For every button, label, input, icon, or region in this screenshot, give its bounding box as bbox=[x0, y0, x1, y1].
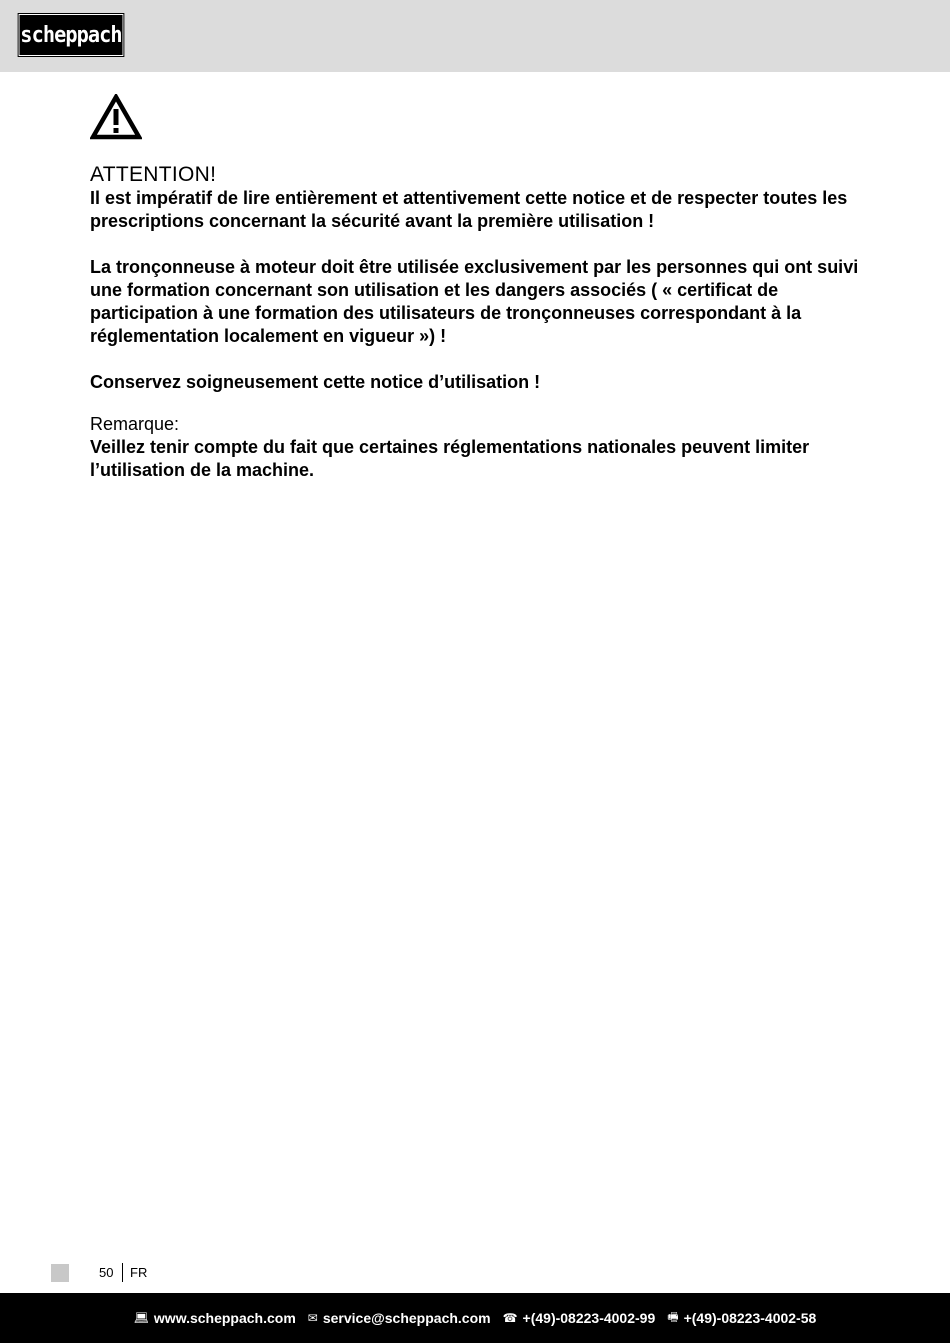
phone-icon: ☎︎ bbox=[502, 1311, 518, 1325]
phone-text: +(49)-08223-4002-99 bbox=[522, 1310, 656, 1326]
intro-paragraph: Il est impératif de lire entièrement et attentivement cette notice et de respecter toutes les prescriptions concernant la sécurité avant la première utilisation ! bbox=[90, 188, 848, 231]
remark-paragraph: Veillez tenir compte du fait que certaines réglementations nationales peuvent limiter l’utilisation de la machine. bbox=[90, 437, 810, 480]
page-number: 50 bbox=[99, 1265, 114, 1280]
footer-email[interactable] bbox=[308, 1310, 491, 1326]
email-icon: ✉︎ bbox=[307, 1311, 318, 1325]
scheppach-logo bbox=[19, 14, 124, 56]
page-separator bbox=[122, 1263, 123, 1282]
keep-notice-paragraph: Conservez soigneusement cette notice d’utilisation ! bbox=[90, 372, 541, 392]
email-text: service@scheppach.com bbox=[322, 1310, 491, 1326]
training-paragraph: La tronçonneuse à moteur doit être utilisée exclusivement par les personnes qui ont suivi une formation concernant son utilisation et les dangers associés ( « certificat de participation à une formation des utilisateurs de tronçonneuses correspondant à la réglementation localement en vigueur ») ! bbox=[90, 257, 859, 346]
footer-fax bbox=[667, 1308, 816, 1329]
header-band bbox=[0, 0, 950, 72]
logo-text: scheppach bbox=[20, 22, 122, 48]
footer-website[interactable] bbox=[134, 1310, 296, 1326]
page-marker bbox=[51, 1264, 69, 1282]
computer-icon: 💻︎ bbox=[133, 1311, 149, 1325]
attention-heading: ATTENTION! bbox=[90, 163, 217, 186]
remark-title: Remarque: bbox=[90, 414, 180, 434]
website-text: www.scheppach.com bbox=[153, 1310, 296, 1326]
warning-triangle-icon bbox=[90, 94, 142, 140]
footer-phone bbox=[503, 1310, 656, 1326]
page-language: FR bbox=[130, 1265, 148, 1280]
footer-bar bbox=[0, 1293, 950, 1343]
fax-text: +(49)-08223-4002-58 bbox=[683, 1310, 817, 1326]
notice-content bbox=[90, 163, 865, 482]
fax-icon: 🖷︎ bbox=[667, 1309, 679, 1324]
